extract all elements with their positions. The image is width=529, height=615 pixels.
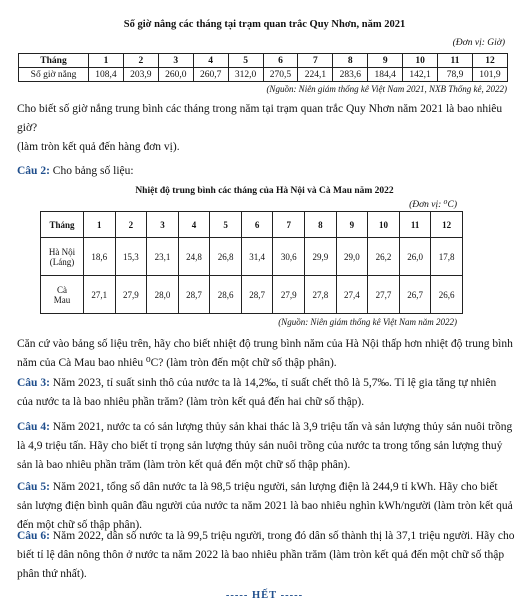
table2-header-month: 6 (241, 212, 273, 238)
table1-value-cell: 312,0 (228, 68, 263, 82)
table1-value-cell: 224,1 (298, 68, 333, 82)
question3-text: Năm 2023, tỉ suất sinh thô của nước ta là 14,2‰, tỉ suất chết thô là 5,7‰. Tỉ lệ gia tăng tự nhiên của nước ta là bao nhiêu phần trăm? (làm tròn kết quả đến hai chữ số thập). (17, 377, 497, 408)
table2-value-cell: 28,7 (178, 276, 210, 314)
question6-label: Câu 6: (17, 530, 50, 542)
table1-header-month: 7 (298, 54, 333, 68)
table2-value-cell: 27,9 (273, 276, 305, 314)
table1-value-cell: 184,4 (368, 68, 403, 82)
table2-header-month: 1 (84, 212, 116, 238)
table1-unit: (Đơn vị: Giờ) (452, 38, 505, 48)
table1-header-month: 9 (368, 54, 403, 68)
table1-header-month: 3 (158, 54, 193, 68)
question2-text: Cho bảng số liệu: (52, 165, 134, 177)
question1-text: Cho biết số giờ nắng trung bình các tháng trong năm tại trạm quan trắc Quy Nhơn năm 2021 là bao nhiêu giờ? (17, 103, 503, 134)
table1-header-month: 12 (472, 54, 507, 68)
table2-row-label-line1: Hà Nội (48, 246, 76, 257)
table2-value-cell: 15,3 (115, 238, 147, 276)
table2-value-cell: 26,2 (368, 238, 400, 276)
table2-header-month: 12 (431, 212, 463, 238)
table2-header-month: 3 (147, 212, 179, 238)
table2-row-label-line1: Cà (57, 284, 67, 295)
table2-header-month: 10 (368, 212, 400, 238)
question6 (17, 527, 515, 584)
table2-value-cell: 27,8 (305, 276, 337, 314)
question3-label: Câu 3: (17, 377, 50, 389)
table2-row-label (41, 238, 84, 276)
table1-value-cell: 108,4 (89, 68, 124, 82)
table2-value-cell: 28,7 (241, 276, 273, 314)
table2-value-cell: 28,0 (147, 276, 179, 314)
table2-value-cell: 27,9 (115, 276, 147, 314)
table1-header-month: 1 (89, 54, 124, 68)
question1-note: (làm tròn kết quả đến hàng đơn vị). (17, 141, 180, 153)
table2-header-month: 5 (210, 212, 242, 238)
table1-value-cell: 203,9 (123, 68, 158, 82)
table2 (40, 211, 463, 314)
table2-row-hanoi (41, 238, 463, 276)
table2-row-label-line2: (Láng) (49, 256, 75, 267)
table1-value-cell: 260,0 (158, 68, 193, 82)
table1-value-cell: 142,1 (403, 68, 438, 82)
table1-header-month: 8 (333, 54, 368, 68)
table2-header-row (41, 212, 463, 238)
table1-source: (Nguồn: Niên giám thống kê Việt Nam 2021, NXB Thống kê, 2022) (266, 84, 507, 94)
table1-value-cell: 101,9 (472, 68, 507, 82)
table2-value-cell: 27,7 (368, 276, 400, 314)
table1-row-label: Số giờ nắng (19, 68, 89, 82)
table1-value-cell: 78,9 (438, 68, 473, 82)
table2-value-cell: 26,6 (431, 276, 463, 314)
table2-value-cell: 27,1 (84, 276, 116, 314)
table2-value-cell: 24,8 (178, 238, 210, 276)
end-marker: ----- HẾT ----- (225, 590, 304, 601)
table2-source: (Nguồn: Niên giám thống kê Việt Nam năm 2022) (278, 317, 457, 327)
question4-label: Câu 4: (17, 421, 50, 433)
table2-value-cell: 18,6 (84, 238, 116, 276)
question1 (17, 100, 515, 157)
table2-header-month-label: Tháng (41, 212, 84, 238)
table2-value-cell: 17,8 (431, 238, 463, 276)
table2-row-label (41, 276, 84, 314)
question6-text: Năm 2022, dân số nước ta là 99,5 triệu người, trong đó dân số thành thị là 37,1 triệu người. Hãy cho biết tỉ lệ dân nông thôn ở nước ta năm 2022 là bao nhiêu phần trăm (làm tròn kết quả đến một chữ số thập phân thứ nhất). (17, 530, 515, 580)
table1-header-month: 5 (228, 54, 263, 68)
table2-value-cell: 27,4 (336, 276, 368, 314)
table2-header-month: 7 (273, 212, 305, 238)
table1-header-month: 6 (263, 54, 298, 68)
table2-value-cell: 26,0 (399, 238, 431, 276)
table1-header-month: 10 (403, 54, 438, 68)
table1-title: Số giờ nắng các tháng tại trạm quan trắc Quy Nhơn, năm 2021 (123, 19, 406, 30)
table1-header-row (19, 54, 508, 68)
table1-data-row (19, 68, 508, 82)
table2-value-cell: 28,6 (210, 276, 242, 314)
table1-value-cell: 260,7 (193, 68, 228, 82)
question5-text: Năm 2021, tổng số dân nước ta là 98,5 triệu người, sản lượng điện là 244,9 tỉ kWh. Hãy cho biết sản lượng điện bình quân đầu người của nước ta năm 2021 là bao nhiêu nghìn kWh/người (làm tròn kết quả đến một chữ số thập phân). (17, 481, 513, 531)
question2-question: Căn cứ vào bảng số liệu trên, hãy cho biết nhiệt độ trung bình năm của Hà Nội thấp hơn nhiệt độ trung bình năm của Cà Mau bao nhiêu ⁰C? (làm tròn đến một chữ số thập phân). (17, 338, 513, 369)
question5-label: Câu 5: (17, 481, 50, 493)
table2-row-camau (41, 276, 463, 314)
table2-value-cell: 26,8 (210, 238, 242, 276)
table1-header-month-label: Tháng (19, 54, 89, 68)
table2-header-month: 8 (305, 212, 337, 238)
table2-row-label-line2: Mau (53, 294, 71, 305)
table2-value-cell: 29,0 (336, 238, 368, 276)
question3 (17, 374, 515, 412)
table1-value-cell: 270,5 (263, 68, 298, 82)
table1-header-month: 11 (438, 54, 473, 68)
table2-unit: (Đơn vị: ⁰C) (409, 200, 457, 210)
table2-value-cell: 26,7 (399, 276, 431, 314)
question2-label: Câu 2: (17, 165, 50, 177)
table2-header-month: 2 (115, 212, 147, 238)
question4 (17, 418, 515, 475)
question2-intro (17, 162, 515, 181)
table2-header-month: 11 (399, 212, 431, 238)
table1 (18, 53, 508, 82)
table2-header-month: 4 (178, 212, 210, 238)
table2-value-cell: 31,4 (241, 238, 273, 276)
table2-title: Nhiệt độ trung bình các tháng của Hà Nội và Cà Mau năm 2022 (135, 186, 394, 196)
question4-text: Năm 2021, nước ta có sản lượng thủy sản khai thác là 3,9 triệu tấn và sản lượng thủy sản nuôi trồng là 4,9 triệu tấn. Hãy cho biết tỉ trọng sản lượng thủy sản nuôi trồng của nước ta trong tổng sản lượng thuỷ sản là bao nhiêu phần trăm (làm tròn kết quả đến một chữ số thập phân). (17, 421, 513, 471)
table1-value-cell: 283,6 (333, 68, 368, 82)
table1-header-month: 4 (193, 54, 228, 68)
table1-header-month: 2 (123, 54, 158, 68)
table2-value-cell: 29,9 (305, 238, 337, 276)
table2-value-cell: 30,6 (273, 238, 305, 276)
table2-header-month: 9 (336, 212, 368, 238)
table2-value-cell: 23,1 (147, 238, 179, 276)
